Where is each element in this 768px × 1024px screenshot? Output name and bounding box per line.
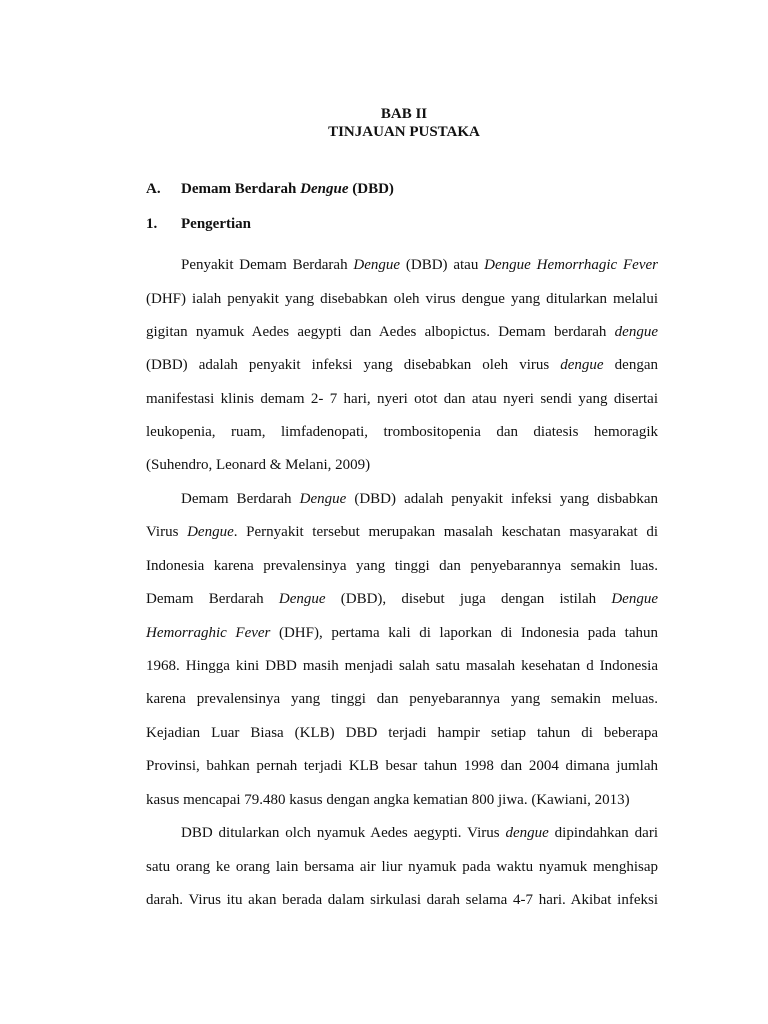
para2-line2: Virus Dengue. Pernyakit tersebut merupakan masalah keschatan masyarakat di bbox=[146, 524, 658, 540]
para1-line6: leukopenia, ruam, limfadenopati, trombositopenia dan diatesis hemoragik bbox=[146, 424, 658, 440]
section-marker: A. bbox=[146, 181, 161, 197]
para1-line1: Penyakit Demam Berdarah Dengue (DBD) atau Dengue Hemorrhagic Fever bbox=[181, 257, 658, 273]
para3-line1: DBD ditularkan olch nyamuk Aedes aegypti. Virus dengue dipindahkan dari bbox=[181, 825, 658, 841]
para1-line3: gigitan nyamuk Aedes aegypti dan Aedes albopictus. Demam berdarah dengue bbox=[146, 324, 658, 340]
para2-line3: Indonesia karena prevalensinya yang tinggi dan penyebarannya semakin luas. bbox=[146, 558, 658, 574]
para2-line5: Hemorraghic Fever (DHF), pertama kali di laporkan di Indonesia pada tahun bbox=[146, 625, 659, 641]
para2-line9: Provinsi, bahkan pernah terjadi KLB besar tahun 1998 dan 2004 dimana jumlah bbox=[146, 758, 658, 774]
para2-line4: Demam Berdarah Dengue (DBD), disebut juga dengan istilah Dengue bbox=[146, 591, 658, 607]
section-title-prefix: Demam Berdarah bbox=[181, 181, 301, 197]
section-a-heading bbox=[146, 181, 394, 198]
para1-line4: (DBD) adalah penyakit infeksi yang disebabkan oleh virus dengue dengan bbox=[146, 357, 658, 373]
subsection-marker: 1. bbox=[146, 216, 158, 232]
para2-line7: karena prevalensinya yang tinggi dan penyebarannya yang semakin meluas. bbox=[146, 691, 658, 707]
para2-line1: Demam Berdarah Dengue (DBD) adalah penyakit infeksi yang disbabkan bbox=[181, 491, 658, 507]
para1-line2: (DHF) ialah penyakit yang disebabkan oleh virus dengue yang ditularkan melalui bbox=[146, 291, 658, 307]
para3-line3: darah. Virus itu akan berada dalam sirkulasi darah selama 4-7 hari. Akibat infeksi bbox=[146, 892, 658, 908]
section-title-suffix: (DBD) bbox=[348, 181, 394, 197]
para2-line6: 1968. Hingga kini DBD masih menjadi salah satu masalah kesehatan d Indonesia bbox=[146, 658, 658, 674]
chapter-number: BAB II bbox=[380, 106, 428, 122]
subsection-title: Pengertian bbox=[181, 216, 251, 232]
para1-line5: manifestasi klinis demam 2- 7 hari, nyeri otot dan atau nyeri sendi yang disertai bbox=[146, 391, 658, 407]
section-title-italic: Dengue bbox=[300, 181, 349, 197]
para2-line8: Kejadian Luar Biasa (KLB) DBD terjadi hampir setiap tahun di beberapa bbox=[146, 725, 658, 741]
chapter-title: TINJAUAN PUSTAKA bbox=[328, 124, 480, 140]
para1-line7: (Suhendro, Leonard & Melani, 2009) bbox=[146, 457, 371, 473]
para3-line2: satu orang ke orang lain bersama air liur nyamuk pada waktu nyamuk menghisap bbox=[146, 859, 658, 875]
para2-line10: kasus mencapai 79.480 kasus dengan angka kematian 800 jiwa. (Kawiani, 2013) bbox=[146, 792, 630, 808]
subsection-1-heading bbox=[146, 216, 251, 233]
